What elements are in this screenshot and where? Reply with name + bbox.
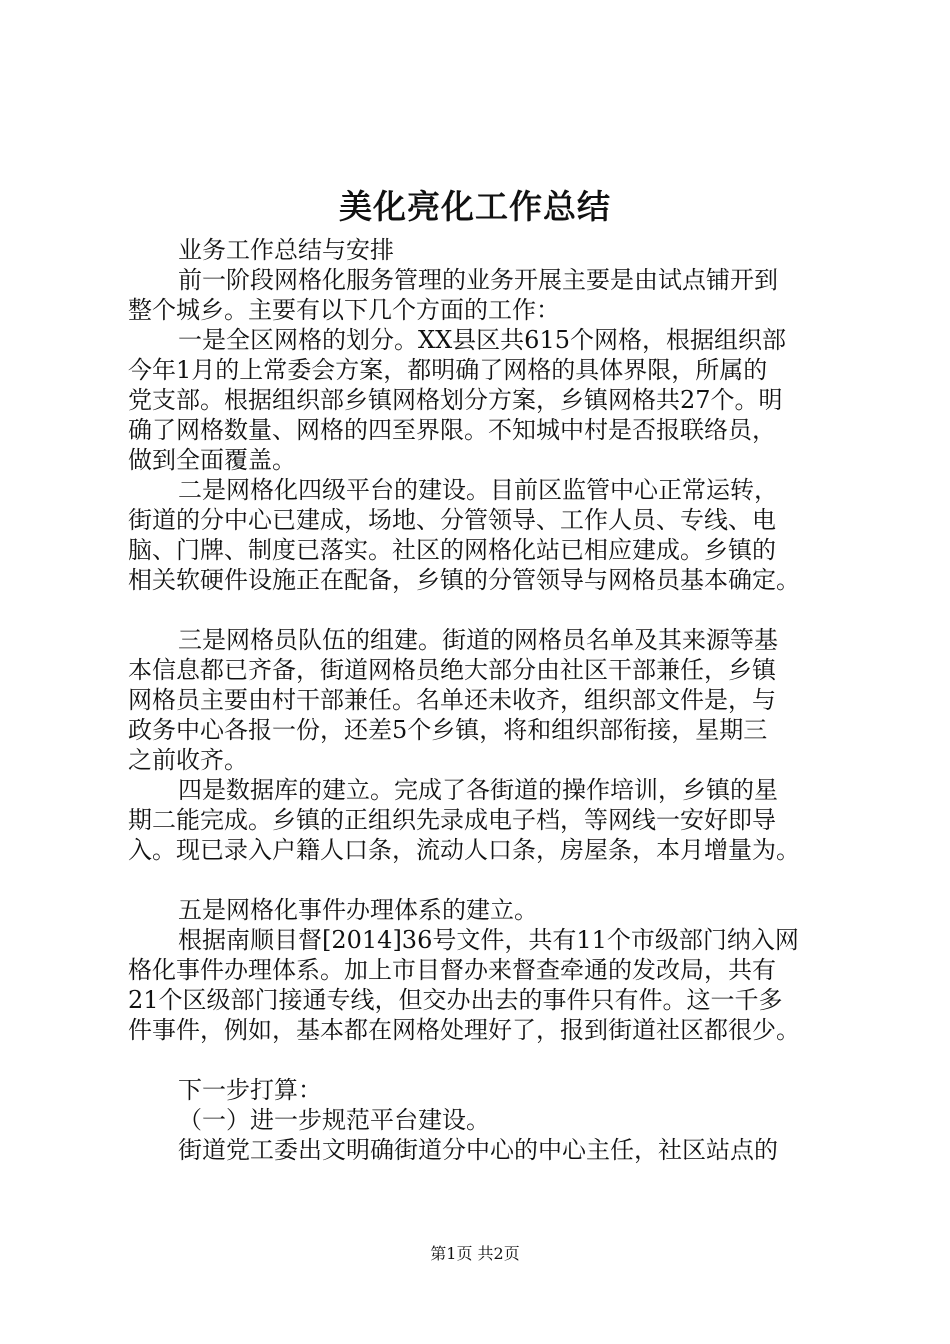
body-text-line: 件事件，例如，基本都在网格处理好了，报到街道社区都很少。 <box>128 1016 800 1044</box>
body-text-line: 下一步打算： <box>178 1076 322 1104</box>
body-text-line: 街道党工委出文明确街道分中心的中心主任，社区站点的 <box>178 1136 778 1164</box>
body-text-line: 做到全面覆盖。 <box>128 446 296 474</box>
page-footer: 第1页 共2页 <box>430 1244 520 1263</box>
body-text-line: 街道的分中心已建成，场地、分管领导、工作人员、专线、电 <box>128 506 776 534</box>
body-text-line: 脑、门牌、制度已落实。社区的网格化站已相应建成。乡镇的 <box>128 536 776 564</box>
blank-line <box>128 1045 848 1075</box>
body-text-line: 党支部。根据组织部乡镇网格划分方案，乡镇网格共27个。明 <box>128 386 783 414</box>
document-body <box>128 235 848 1165</box>
body-text-line: 今年1月的上常委会方案，都明确了网格的具体界限，所属的 <box>128 356 768 384</box>
body-text-line: 网格员主要由村干部兼任。名单还未收齐，组织部文件是，与 <box>128 686 776 714</box>
body-text-line: 整个城乡。主要有以下几个方面的工作： <box>128 296 560 324</box>
body-text-line: 期二能完成。乡镇的正组织先录成电子档，等网线一安好即导 <box>128 806 776 834</box>
body-text-line: 四是数据库的建立。完成了各街道的操作培训，乡镇的星 <box>178 776 778 804</box>
body-text-line: 之前收齐。 <box>128 746 248 774</box>
body-text-line: 二是网格化四级平台的建设。目前区监管中心正常运转， <box>178 476 778 504</box>
body-text-line: 一是全区网格的划分。XX县区共615个网格，根据组织部 <box>178 326 786 354</box>
body-text-line: 三是网格员队伍的组建。街道的网格员名单及其来源等基 <box>178 626 778 654</box>
body-text-line: 业务工作总结与安排 <box>178 236 394 264</box>
body-text-line: 根据南顺目督[2014]36号文件，共有11个市级部门纳入网 <box>178 926 799 954</box>
body-text-line: 确了网格数量、网格的四至界限。不知城中村是否报联络员， <box>128 416 776 444</box>
body-text-line: （一）进一步规范平台建设。 <box>178 1106 490 1134</box>
body-text-line: 入。现已录入户籍人口条，流动人口条，房屋条，本月增量为。 <box>128 836 800 864</box>
body-text-line: 相关软硬件设施正在配备，乡镇的分管领导与网格员基本确定。 <box>128 566 800 594</box>
body-text-line: 21个区级部门接通专线，但交办出去的事件只有件。这一千多 <box>128 986 783 1014</box>
body-text-line: 前一阶段网格化服务管理的业务开展主要是由试点铺开到 <box>178 266 778 294</box>
blank-line <box>128 595 848 625</box>
body-text-line: 格化事件办理体系。加上市目督办来督查牵通的发改局，共有 <box>128 956 776 984</box>
body-text-line: 政务中心各报一份，还差5个乡镇，将和组织部衔接，星期三 <box>128 716 768 744</box>
blank-line <box>128 865 848 895</box>
body-text-line: 本信息都已齐备，街道网格员绝大部分由社区干部兼任，乡镇 <box>128 656 776 684</box>
body-text-line: 五是网格化事件办理体系的建立。 <box>178 896 538 924</box>
document-title: 美化亮化工作总结 <box>339 187 611 226</box>
